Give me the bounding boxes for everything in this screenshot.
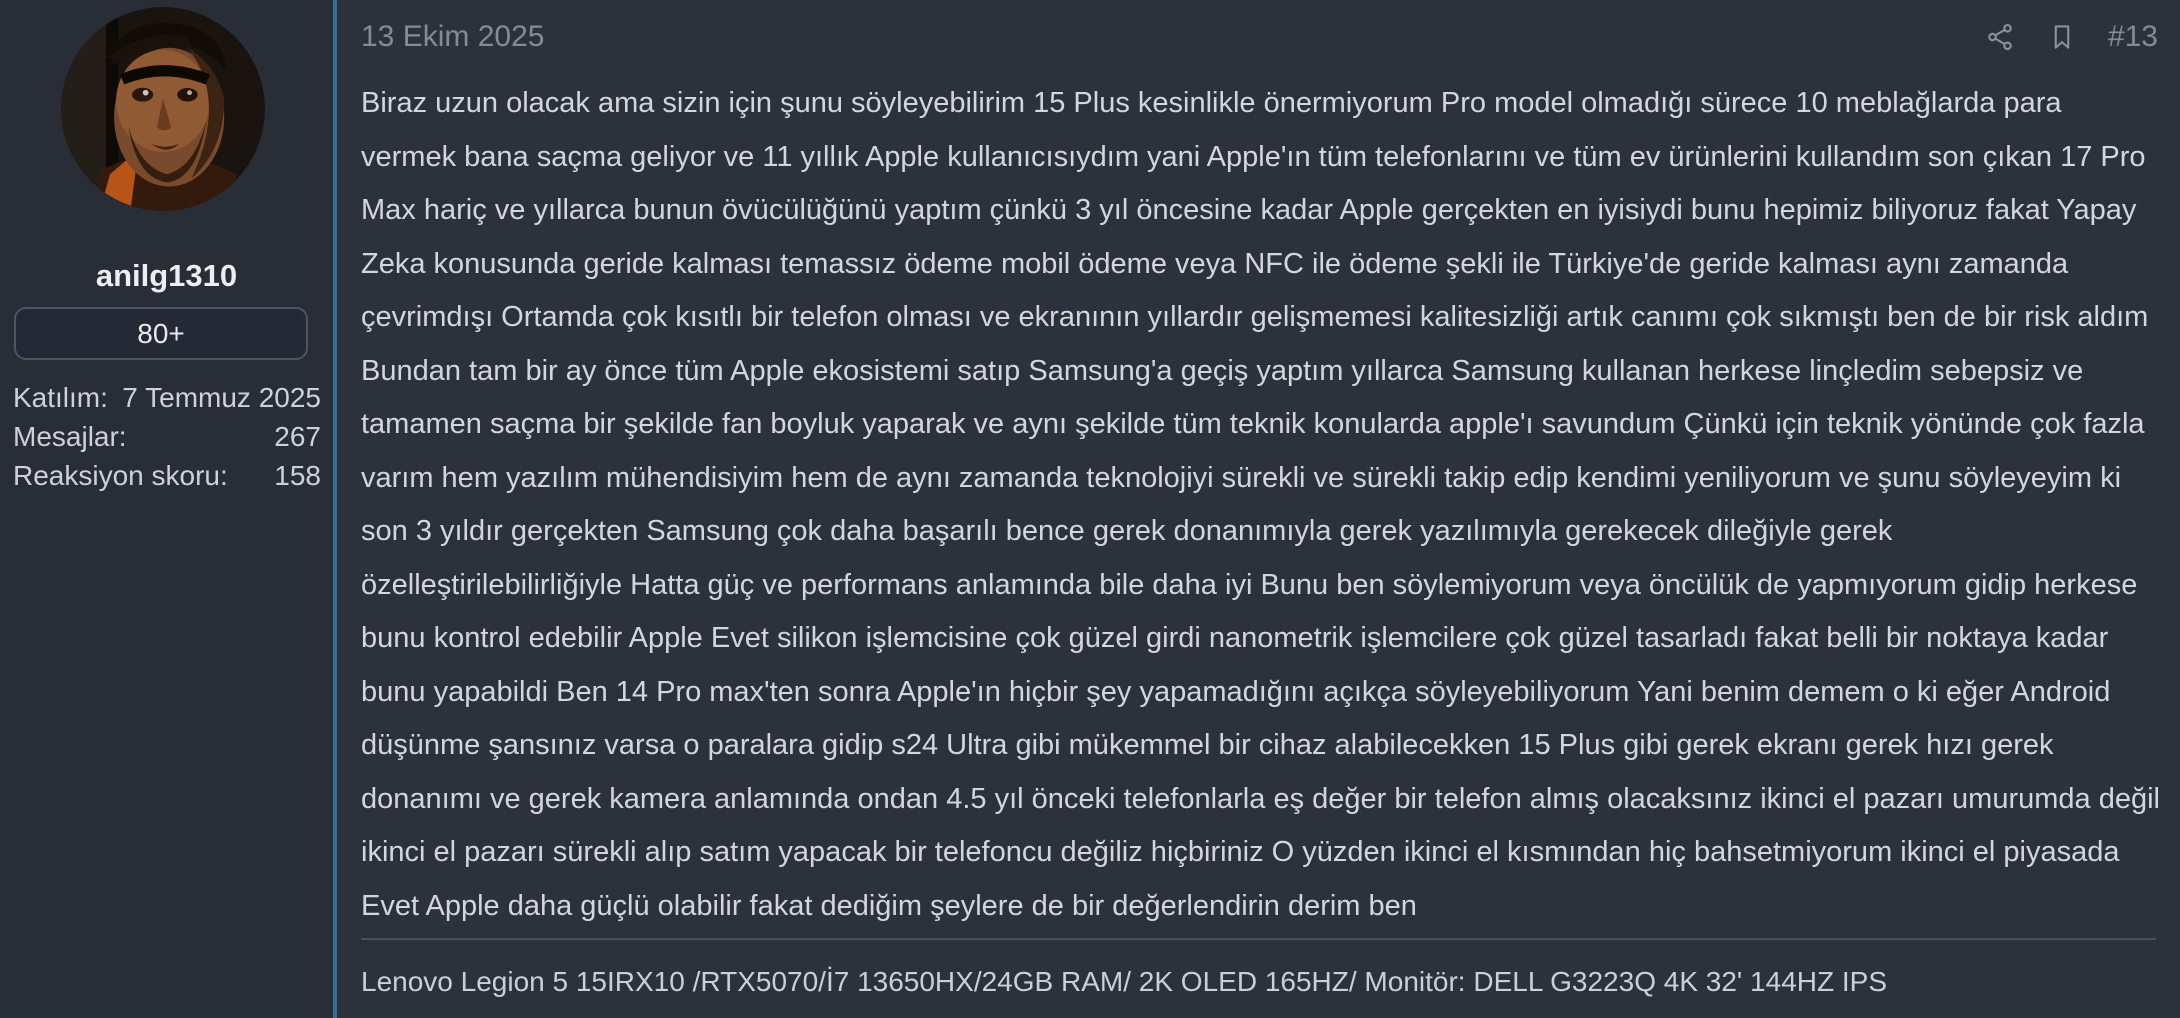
stat-label: Mesajlar:	[13, 420, 127, 452]
post-header	[361, 16, 2158, 58]
stat-value: 267	[274, 420, 321, 452]
signature: Lenovo Legion 5 15IRX10 /RTX5070/İ7 13650HX/24GB RAM/ 2K OLED 165HZ/ Monitör: DELL G3223Q 4K 32' 144HZ IPS	[361, 966, 1887, 997]
avatar-image	[61, 7, 265, 211]
bookmark-icon	[2047, 22, 2077, 52]
stat-label: Reaksiyon skoru:	[13, 459, 228, 491]
stat-value: 7 Temmuz 2025	[122, 381, 321, 413]
stat-label: Katılım:	[13, 381, 108, 413]
post-date[interactable]: 13 Ekim 2025	[361, 20, 545, 53]
user-banner	[14, 307, 308, 360]
share-icon	[1985, 22, 2015, 52]
user-stats	[13, 378, 321, 495]
username[interactable]: anilg1310	[95, 258, 238, 293]
post-body: Biraz uzun olacak ama sizin için şunu söyleyebilirim 15 Plus kesinlikle önermiyorum Pro model olmadığı sürece 10 meblağlarda para vermek bana saçma geliyor ve 11 yıllık Apple kullanıcısıydım yani Apple'ın tüm telefonlarını ve tüm ev ürünlerini kullandım son çıkan 17 Pro Max hariç ve yıllarca bunun övücülüğünü yaptım çünkü 3 yıl öncesine kadar Apple gerçekten en iyisiydi bunu hepimiz biliyoruz fakat Yapay Zeka konusunda geride kalması temassız ödeme mobil ödeme veya NFC ile ödeme şekli ile Türkiye'de geride kalması aynı zamanda çevrimdışı Ortamda çok kısıtlı bir telefon olması ve ekranının yıllardır gelişmemesi kalitesizliği artık canımı çok sıkmıştı ben de bir risk aldım Bundan tam bir ay önce tüm Apple ekosistemi satıp Samsung'a geçiş yaptım yıllarca Samsung kullanan herkese linçledim sebepsiz ve tamamen saçma bir şekilde fan boyluk yaparak ve aynı şekilde tüm teknik konularda apple'ı savundum Çünkü için teknik yönünde çok fazla varım hem yazılım mühendisiyim hem de aynı zamanda teknolojiyi sürekli ve sürekli takip edip kendimi yeniliyorum ve şunu söyleyeyim ki son 3 yıldır gerçekten Samsung çok daha başarılı bence gerek donanımıyla gerek yazılımıyla gerekecek dileğiyle gerek özelleştirilebilirliğiyle Hatta güç ve performans anlamında bile daha iyi Bunu ben söylemiyorum veya öncülük de yapmıyorum gidip herkese bunu kontrol edebilir Apple Evet silikon işlemcisine çok güzel girdi nanometrik işlemcilere çok güzel tasarladı fakat belli bir noktaya kadar bunu yapabildi Ben 14 Pro max'ten sonra Apple'ın hiçbir şey yapamadığını açıkça söyleyebiliyorum Yani benim demem o ki eğer Android düşünme şansınız varsa o paralara gidip s24 Ultra gibi mükemmel bir cihaz alabilecekken 15 Plus gibi gerek ekranı gerek hızı gerek donanımı ve gerek kamera anlamında ondan 4.5 yıl önceki telefonlarla eş değer bir telefon almış olacaksınız ikinci el pazarı umurumda değil ikinci el pazarı sürekli alıp satım yapacak bir telefoncu değiliz hiçbiriniz O yüzden ikinci el kısmından hiç bahsetmiyorum ikinci el piyasada Evet Apple daha güçlü olabilir fakat dediğim şeylere de bir değerlendirin derim ben	[361, 87, 2160, 922]
avatar[interactable]	[61, 7, 265, 211]
stat-row-reaction-score	[13, 456, 321, 495]
post-actions	[1984, 20, 2158, 54]
stat-row-messages	[13, 417, 321, 456]
user-banner-label: 80+	[137, 317, 185, 349]
post-number[interactable]: #13	[2107, 20, 2158, 53]
stat-value: 158	[274, 459, 321, 491]
stat-row-joined	[13, 378, 321, 417]
bookmark-button[interactable]	[2046, 21, 2078, 53]
share-button[interactable]	[1984, 21, 2016, 53]
post-cell	[341, 0, 2180, 1018]
user-cell	[0, 0, 337, 1018]
signature-divider	[361, 938, 2156, 940]
